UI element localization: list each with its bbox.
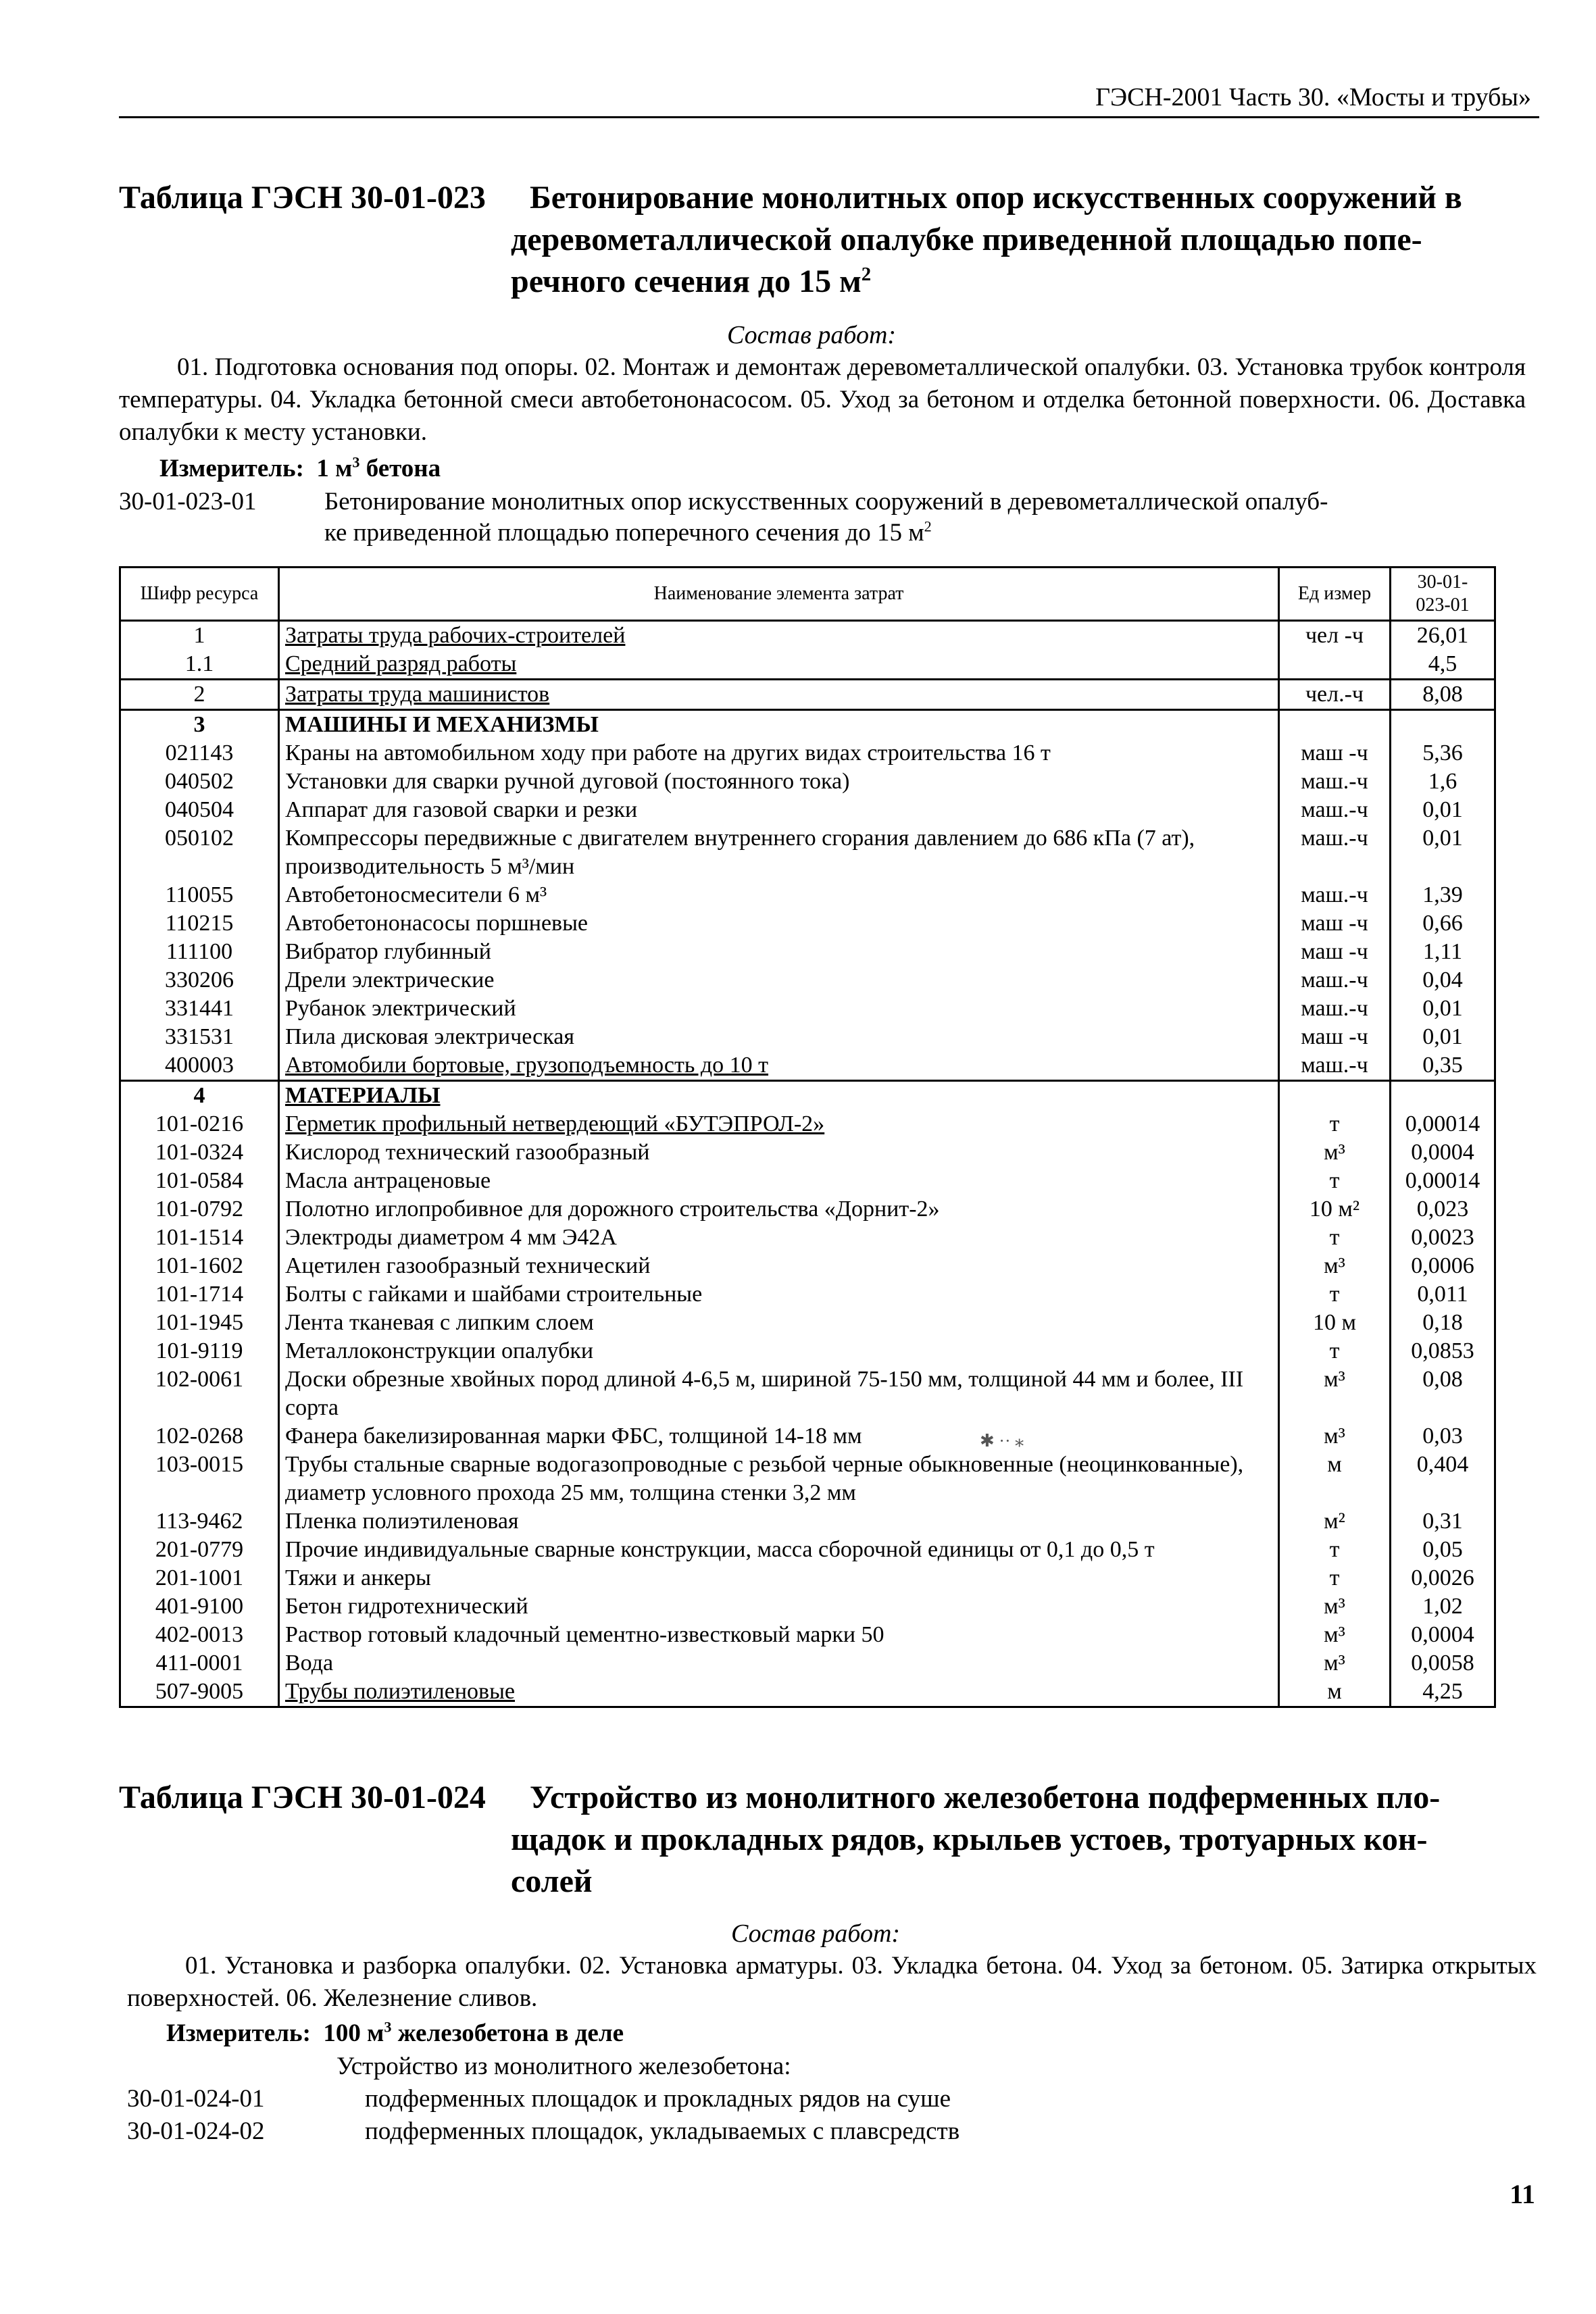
cell-unit: т xyxy=(1279,1536,1391,1564)
cell-code: 102-0268 xyxy=(120,1422,279,1451)
cell-value: 0,011 xyxy=(1391,1280,1495,1309)
table2-meter-rest: железобетона в деле xyxy=(391,2019,624,2047)
cell-unit: м xyxy=(1279,1678,1391,1707)
resource-table xyxy=(119,566,1496,1708)
cell-value: 0,01 xyxy=(1391,995,1495,1023)
cell-value: 0,023 xyxy=(1391,1195,1495,1224)
cell-name: Автобетоносмесители 6 м³ xyxy=(279,881,1279,909)
cell-value: 5,36 xyxy=(1391,739,1495,768)
cell-code: 102-0061 xyxy=(120,1365,279,1422)
cell-code: 1 xyxy=(120,621,279,651)
cell-value: 26,01 xyxy=(1391,621,1495,651)
table-row xyxy=(120,966,1495,995)
table-row xyxy=(120,1224,1495,1252)
cell-unit: т xyxy=(1279,1337,1391,1365)
cell-code: 111100 xyxy=(120,938,279,966)
cell-value: 0,0006 xyxy=(1391,1252,1495,1280)
cell-value: 0,35 xyxy=(1391,1051,1495,1081)
table-row xyxy=(120,909,1495,938)
page-header xyxy=(119,76,1539,118)
cell-unit: т xyxy=(1279,1564,1391,1592)
cell-name: Кислород технический газообразный xyxy=(279,1138,1279,1167)
cell-name: Масла антраценовые xyxy=(279,1167,1279,1195)
cell-value: 4,5 xyxy=(1391,650,1495,680)
table1-title-line1: Бетонирование монолитных опор искусственных сооружений в xyxy=(530,180,1462,216)
table2-works-text xyxy=(127,1950,1537,2015)
cell-value: 4,25 xyxy=(1391,1678,1495,1707)
cell-code: 101-1602 xyxy=(120,1252,279,1280)
cell-name: Металлоконструкции опалубки xyxy=(279,1337,1279,1365)
table1-title-line3-text: речного сечения до 15 м xyxy=(511,263,862,299)
table-row xyxy=(120,1110,1495,1138)
cell-unit: т xyxy=(1279,1224,1391,1252)
table-row xyxy=(120,1536,1495,1564)
cell-name: Дрели электрические xyxy=(279,966,1279,995)
cell-code: 101-1945 xyxy=(120,1309,279,1337)
cell-name: МАТЕРИАЛЫ xyxy=(279,1081,1279,1111)
table2-meter-value: 100 м xyxy=(323,2019,384,2047)
table-row xyxy=(120,1564,1495,1592)
cell-value: 1,39 xyxy=(1391,881,1495,909)
cell-unit: чел -ч xyxy=(1279,621,1391,651)
cell-name: Автомобили бортовые, грузоподъемность до 10 т xyxy=(279,1051,1279,1081)
cell-code: 2 xyxy=(120,680,279,710)
table-row xyxy=(120,1337,1495,1365)
cell-value: 0,0004 xyxy=(1391,1621,1495,1649)
table1-works-heading: Состав работ: xyxy=(727,321,897,349)
cell-unit: маш -ч xyxy=(1279,1023,1391,1051)
table2-item-code: 30-01-024-02 xyxy=(127,2117,265,2145)
table2-item-text: подферменных площадок и прокладных рядов на суше xyxy=(365,2085,951,2113)
table-row xyxy=(120,938,1495,966)
table-row xyxy=(120,1678,1495,1707)
table-row xyxy=(120,1649,1495,1678)
cell-code: 040504 xyxy=(120,796,279,824)
table2-meter-label: Измеритель: xyxy=(166,2019,311,2047)
cell-code: 402-0013 xyxy=(120,1621,279,1649)
table1-norm-text-line1: Бетонирование монолитных опор искусственных сооружений в деревометаллической опалуб- xyxy=(324,488,1328,515)
table-row xyxy=(120,1023,1495,1051)
cell-name: Доски обрезные хвойных пород длиной 4-6,5 м, шириной 75-150 мм, толщиной 44 мм и более, III сорта xyxy=(279,1365,1279,1422)
cell-value: 0,0004 xyxy=(1391,1138,1495,1167)
cell-unit: м³ xyxy=(1279,1649,1391,1678)
cell-name: Компрессоры передвижные с двигателем внутреннего сгорания давлением до 686 кПа (7 ат), производительность 5 м³/мин xyxy=(279,824,1279,881)
cell-unit: т xyxy=(1279,1280,1391,1309)
table-row xyxy=(120,1138,1495,1167)
cell-name: Электроды диаметром 4 мм Э42А xyxy=(279,1224,1279,1252)
cell-value: 0,0853 xyxy=(1391,1337,1495,1365)
cell-name: Ацетилен газообразный технический xyxy=(279,1252,1279,1280)
table-row xyxy=(120,1309,1495,1337)
cell-unit: м³ xyxy=(1279,1365,1391,1422)
cell-code: 1.1 xyxy=(120,650,279,680)
table-row xyxy=(120,1365,1495,1422)
header-text: ГЭСН-2001 Часть 30. «Мосты и трубы» xyxy=(1095,83,1531,111)
cell-name: Раствор готовый кладочный цементно-известковый марки 50 xyxy=(279,1621,1279,1649)
table2-item-text: подферменных площадок, укладываемых с плавсредств xyxy=(365,2117,960,2145)
table2-title-line1: Устройство из монолитного железобетона подферменных пло- xyxy=(530,1780,1441,1815)
cell-unit: 10 м xyxy=(1279,1309,1391,1337)
table2-works-heading: Состав работ: xyxy=(731,1919,901,1948)
cell-code: 201-1001 xyxy=(120,1564,279,1592)
cell-value: 0,01 xyxy=(1391,1023,1495,1051)
cell-unit: т xyxy=(1279,1167,1391,1195)
cell-unit: маш.-ч xyxy=(1279,881,1391,909)
table-row xyxy=(120,1195,1495,1224)
table-row xyxy=(120,768,1495,796)
table1-title-sup: 2 xyxy=(861,263,872,285)
table2-works-text-content: 01. Установка и разборка опалубки. 02. Установка арматуры. 03. Укладка бетона. 04. Уход за бетоном. 05. Затирка открытых поверхностей. 06. Железнение сливов. xyxy=(127,1952,1537,2012)
cell-code: 110215 xyxy=(120,909,279,938)
cell-name: Фанера бакелизированная марки ФБС, толщиной 14-18 мм xyxy=(279,1422,1279,1451)
cell-name: Затраты труда рабочих-строителей xyxy=(279,621,1279,651)
cell-unit: маш.-ч xyxy=(1279,796,1391,824)
cell-value: 0,01 xyxy=(1391,796,1495,824)
table-row xyxy=(120,739,1495,768)
cell-code: 021143 xyxy=(120,739,279,768)
cell-value: 0,18 xyxy=(1391,1309,1495,1337)
cell-name: Установки для сварки ручной дуговой (постоянного тока) xyxy=(279,768,1279,796)
table1-prefix: Таблица ГЭСН 30-01-023 xyxy=(119,180,486,216)
table-row xyxy=(120,1167,1495,1195)
cell-unit: м³ xyxy=(1279,1138,1391,1167)
table2-meter xyxy=(166,2019,624,2048)
cell-code: 110055 xyxy=(120,881,279,909)
cell-value: 0,01 xyxy=(1391,824,1495,881)
scan-smudge: ✱ ·· ⁎ xyxy=(980,1431,1024,1451)
table-row xyxy=(120,1422,1495,1451)
cell-code: 330206 xyxy=(120,966,279,995)
table1-meter-value: 1 м xyxy=(316,455,353,482)
cell-value: 0,00014 xyxy=(1391,1167,1495,1195)
cell-code: 103-0015 xyxy=(120,1451,279,1507)
cell-code: 113-9462 xyxy=(120,1507,279,1536)
cell-name: Лента тканевая с липким слоем xyxy=(279,1309,1279,1337)
cell-code: 400003 xyxy=(120,1051,279,1081)
cell-value xyxy=(1391,710,1495,740)
cell-unit xyxy=(1279,710,1391,740)
cell-name: Средний разряд работы xyxy=(279,650,1279,680)
cell-code: 201-0779 xyxy=(120,1536,279,1564)
table1-meter-rest: бетона xyxy=(359,455,441,482)
table-header-row xyxy=(120,568,1495,621)
cell-name: Бетон гидротехнический xyxy=(279,1592,1279,1621)
table1-title-body xyxy=(511,177,1538,303)
cell-code: 411-0001 xyxy=(120,1649,279,1678)
table-row xyxy=(120,1592,1495,1621)
cell-value xyxy=(1391,1081,1495,1111)
cell-unit: чел.-ч xyxy=(1279,680,1391,710)
cell-name: Затраты труда машинистов xyxy=(279,680,1279,710)
cell-name: Рубанок электрический xyxy=(279,995,1279,1023)
table-row xyxy=(120,1451,1495,1507)
cell-unit xyxy=(1279,650,1391,680)
cell-name: Тяжи и анкеры xyxy=(279,1564,1279,1592)
table-row xyxy=(120,1252,1495,1280)
cell-unit: маш -ч xyxy=(1279,909,1391,938)
cell-code: 3 xyxy=(120,710,279,740)
cell-name: Трубы полиэтиленовые xyxy=(279,1678,1279,1707)
cell-name: Вибратор глубинный xyxy=(279,938,1279,966)
cell-value: 0,0058 xyxy=(1391,1649,1495,1678)
cell-unit: м² xyxy=(1279,1507,1391,1536)
cell-unit: маш.-ч xyxy=(1279,966,1391,995)
table1-norm-text-line2: ке приведенной площадью поперечного сечения до 15 м xyxy=(324,519,924,547)
cell-code: 331441 xyxy=(120,995,279,1023)
col-header-code: Шифр ресурса xyxy=(120,568,279,621)
cell-name: Аппарат для газовой сварки и резки xyxy=(279,796,1279,824)
cell-value: 0,03 xyxy=(1391,1422,1495,1451)
cell-value: 0,08 xyxy=(1391,1365,1495,1422)
table-row xyxy=(120,796,1495,824)
table1-norm-code: 30-01-023-01 xyxy=(119,488,257,515)
cell-unit: маш -ч xyxy=(1279,938,1391,966)
cell-name: Герметик профильный нетвердеющий «БУТЭПРОЛ-2» xyxy=(279,1110,1279,1138)
cell-value: 0,00014 xyxy=(1391,1110,1495,1138)
col-header-name: Наименование элемента затрат xyxy=(279,568,1279,621)
table2-title-line2: щадок и прокладных рядов, крыльев устоев, тротуарных кон- xyxy=(511,1821,1428,1857)
cell-value: 0,0026 xyxy=(1391,1564,1495,1592)
cell-unit: т xyxy=(1279,1110,1391,1138)
table1-works-text xyxy=(119,351,1526,449)
table1-meter xyxy=(159,454,441,483)
cell-unit: маш.-ч xyxy=(1279,995,1391,1023)
table2-prefix: Таблица ГЭСН 30-01-024 xyxy=(119,1780,486,1815)
cell-name: Пленка полиэтиленовая xyxy=(279,1507,1279,1536)
col-header-value-line2: 023-01 xyxy=(1416,595,1470,615)
table2-meter-sup: 3 xyxy=(384,2018,392,2036)
cell-unit: маш.-ч xyxy=(1279,824,1391,881)
cell-value: 0,31 xyxy=(1391,1507,1495,1536)
cell-code: 4 xyxy=(120,1081,279,1111)
cell-unit: м³ xyxy=(1279,1422,1391,1451)
table2-title-body xyxy=(511,1777,1538,1903)
cell-value: 0,66 xyxy=(1391,909,1495,938)
table1-meter-label: Измеритель: xyxy=(159,455,304,482)
cell-unit: м xyxy=(1279,1451,1391,1507)
cell-name: Краны на автомобильном ходу при работе на других видах строительства 16 т xyxy=(279,739,1279,768)
table-row xyxy=(120,824,1495,881)
table-row xyxy=(120,1051,1495,1081)
cell-name: Болты с гайками и шайбами строительные xyxy=(279,1280,1279,1309)
table1-title xyxy=(119,177,1538,305)
cell-value: 1,11 xyxy=(1391,938,1495,966)
cell-unit: маш.-ч xyxy=(1279,1051,1391,1081)
cell-unit: 10 м² xyxy=(1279,1195,1391,1224)
cell-unit xyxy=(1279,1081,1391,1111)
cell-code: 401-9100 xyxy=(120,1592,279,1621)
table2-intro: Устройство из монолитного железобетона: xyxy=(336,2053,791,2080)
col-header-value xyxy=(1391,568,1495,621)
cell-code: 101-1514 xyxy=(120,1224,279,1252)
cell-name: Трубы стальные сварные водогазопроводные с резьбой черные обыкновенные (неоцинкованные), диаметр условного прохода 25 мм, толщина стенки 3,2 мм xyxy=(279,1451,1279,1507)
cell-unit: м³ xyxy=(1279,1252,1391,1280)
cell-code: 050102 xyxy=(120,824,279,881)
table2-title-line3: солей xyxy=(511,1863,593,1899)
table2-title xyxy=(119,1777,1538,1905)
table-row xyxy=(120,995,1495,1023)
cell-code: 101-0216 xyxy=(120,1110,279,1138)
table1-title-line2: деревометаллической опалубке приведенной площадью попе- xyxy=(511,222,1422,257)
table-row xyxy=(120,1081,1495,1111)
table-row xyxy=(120,1621,1495,1649)
col-header-unit: Ед измер xyxy=(1279,568,1391,621)
cell-unit: маш -ч xyxy=(1279,739,1391,768)
cell-code: 507-9005 xyxy=(120,1678,279,1707)
table1-meter-sup: 3 xyxy=(352,453,360,471)
table-row xyxy=(120,710,1495,740)
cell-value: 0,404 xyxy=(1391,1451,1495,1507)
cell-name: Прочие индивидуальные сварные конструкции, масса сборочной единицы от 0,1 до 0,5 т xyxy=(279,1536,1279,1564)
cell-code: 101-0324 xyxy=(120,1138,279,1167)
cell-value: 1,6 xyxy=(1391,768,1495,796)
table2-item-code: 30-01-024-01 xyxy=(127,2085,265,2113)
cell-name: Автобетононасосы поршневые xyxy=(279,909,1279,938)
col-header-value-line1: 30-01- xyxy=(1417,572,1468,593)
cell-value: 1,02 xyxy=(1391,1592,1495,1621)
page-number: 11 xyxy=(1510,2179,1535,2209)
cell-value: 0,04 xyxy=(1391,966,1495,995)
table-row xyxy=(120,621,1495,651)
cell-unit: м³ xyxy=(1279,1592,1391,1621)
table-row xyxy=(120,650,1495,680)
cell-value: 0,0023 xyxy=(1391,1224,1495,1252)
cell-code: 331531 xyxy=(120,1023,279,1051)
cell-unit: м³ xyxy=(1279,1621,1391,1649)
cell-code: 101-9119 xyxy=(120,1337,279,1365)
cell-code: 101-1714 xyxy=(120,1280,279,1309)
table1-norm-text xyxy=(324,486,1514,549)
table-row xyxy=(120,680,1495,710)
table1-norm-sup: 2 xyxy=(924,518,932,535)
table1-title-line3 xyxy=(511,261,1538,303)
cell-value: 8,08 xyxy=(1391,680,1495,710)
cell-code: 101-0584 xyxy=(120,1167,279,1195)
cell-name: Пила дисковая электрическая xyxy=(279,1023,1279,1051)
table-row xyxy=(120,881,1495,909)
cell-value: 0,05 xyxy=(1391,1536,1495,1564)
cell-code: 040502 xyxy=(120,768,279,796)
table-row xyxy=(120,1507,1495,1536)
table-row xyxy=(120,1280,1495,1309)
cell-code: 101-0792 xyxy=(120,1195,279,1224)
cell-name: МАШИНЫ И МЕХАНИЗМЫ xyxy=(279,710,1279,740)
table1-works-text-content: 01. Подготовка основания под опоры. 02. Монтаж и демонтаж деревометаллической опалубки. 03. Установка трубок контроля температуры. 04. Укладка бетонной смеси автобетононасосом. 05. Уход за бетоном и отделка бетонной поверхности. 06. Доставка опалубки к месту установки. xyxy=(119,353,1526,446)
cell-name: Вода xyxy=(279,1649,1279,1678)
cell-unit: маш.-ч xyxy=(1279,768,1391,796)
cell-name: Полотно иглопробивное для дорожного строительства «Дорнит-2» xyxy=(279,1195,1279,1224)
